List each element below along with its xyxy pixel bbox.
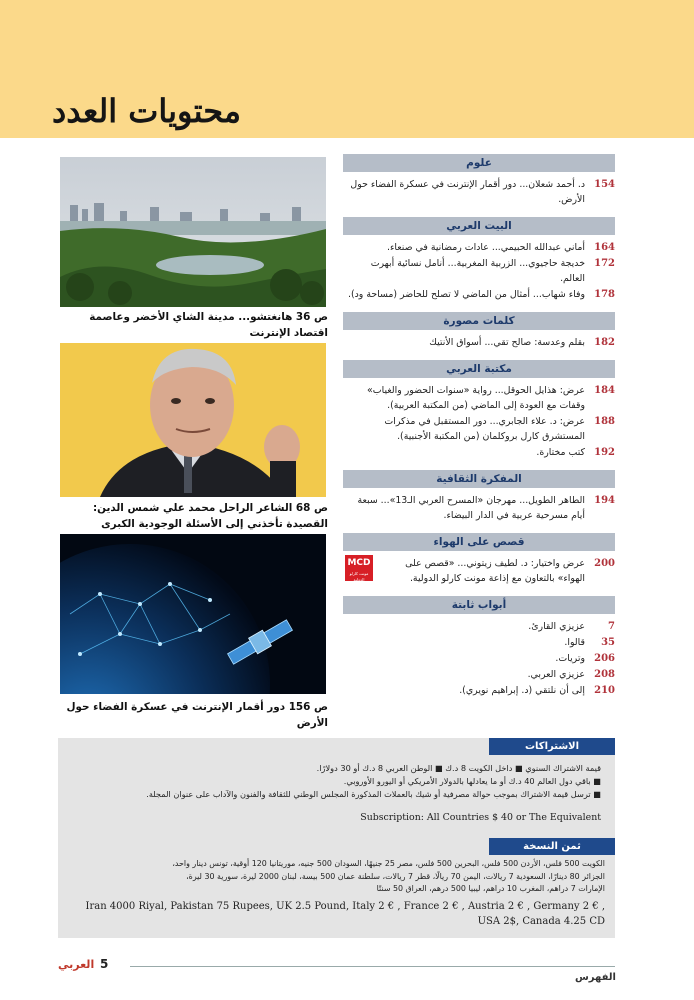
city-lake-landscape-icon bbox=[60, 157, 326, 307]
price-line: الإمارات 7 دراهم، المغرب 10 دراهم، ليبيا 500 درهم، العراق 50 سنتًا bbox=[376, 884, 605, 893]
section-arab-home bbox=[343, 235, 615, 306]
photo-poet[interactable] bbox=[60, 343, 326, 497]
toc-entry[interactable] bbox=[343, 635, 615, 650]
toc-entry[interactable] bbox=[343, 683, 615, 698]
toc-entry[interactable] bbox=[343, 493, 615, 523]
page-number: 164 bbox=[594, 242, 615, 253]
page-number: 182 bbox=[594, 337, 615, 348]
section-header-on-air-stories: قصص على الهواء bbox=[343, 533, 615, 551]
subscriptions-english: Subscription: All Countries $ 40 or The Equivalent bbox=[360, 812, 601, 823]
toc-entry[interactable] bbox=[343, 287, 615, 302]
subscriptions-text bbox=[71, 762, 601, 801]
page-number: 192 bbox=[594, 447, 615, 458]
section-library bbox=[343, 378, 615, 464]
section-cultural-notes bbox=[343, 488, 615, 527]
toc-entry[interactable] bbox=[343, 177, 615, 207]
section-sciences bbox=[343, 172, 615, 211]
price-english-line: Iran 4000 Riyal, Pakistan 75 Rupees, UK 2.5 Pound, Italy 2 € , France 2 € , Austria 2 € , Germany 2 € , bbox=[85, 901, 605, 912]
entry-text: بقلم وعدسة: صالح تقي... أسواق الأنتيك bbox=[429, 337, 585, 348]
page-number: 178 bbox=[594, 289, 615, 300]
entry-text: خديجة حاجيوي... الزربية المغربية... أنامل نسائية أبهرت العالم. bbox=[370, 258, 585, 284]
toc-entry[interactable] bbox=[343, 256, 615, 286]
page-number: 206 bbox=[594, 653, 615, 664]
toc-entry[interactable] bbox=[343, 556, 615, 586]
entry-text: إلى أن نلتقي (د. إبراهيم نويري). bbox=[459, 685, 585, 696]
subscriptions-line: قيمة الاشتراك السنوي ■ داخل الكويت 8 د.ك ■ الوطن العربي 8 د.ك أو 30 دولارًا. bbox=[316, 763, 601, 773]
entry-text: قالوا. bbox=[564, 637, 585, 648]
photo-satellite[interactable] bbox=[60, 534, 326, 694]
page-number: 35 bbox=[601, 637, 615, 648]
entry-text: أماني عبدالله الحبيمي... عادات رمضانية في صنعاء. bbox=[387, 242, 585, 253]
price-line: الجزائر 80 دينارًا، السعودية 7 ريالات، اليمن 70 ريالًا، قطر 7 ريالات، سلطنة عمان 500 بيسة، لبنان 2000 ليرة، سورية 30 ليرة، bbox=[186, 871, 605, 881]
footer-divider bbox=[130, 966, 615, 967]
section-on-air-stories bbox=[343, 551, 615, 590]
entry-text: كتب مختارة. bbox=[536, 447, 585, 458]
section-header-cultural-notes: المفكرة الثقافية bbox=[343, 470, 615, 488]
price-title: ثمن النسخة bbox=[489, 838, 615, 855]
contents-list bbox=[343, 154, 615, 702]
footer-section-label: الفهرس bbox=[574, 972, 616, 983]
page-number: 188 bbox=[594, 416, 615, 427]
mcd-logo-icon bbox=[345, 555, 373, 581]
subscriptions-box bbox=[58, 738, 615, 838]
subscriptions-title: الاشتراكات bbox=[489, 738, 615, 755]
satellite-earth-network-icon bbox=[60, 534, 326, 694]
entry-text: الطاهر الطويل... مهرجان «المسرح العربي الـ13»... سبعة أيام مسرحية عربية في الدار البيضاء. bbox=[357, 495, 585, 521]
entry-text: وتريات. bbox=[555, 653, 585, 664]
entry-text: عرض: د. علاء الجابري... دور المستقبل في مذكرات المستشرق كارل بروكلمان (من المكتبة الأجنبية). bbox=[384, 416, 585, 442]
toc-entry[interactable] bbox=[343, 651, 615, 666]
page-number: 208 bbox=[594, 669, 615, 680]
photo-hangzhou[interactable] bbox=[60, 157, 326, 307]
mcd-logo-text: MCD bbox=[347, 558, 371, 568]
poet-portrait-icon bbox=[60, 343, 326, 497]
page-number: 7 bbox=[608, 621, 615, 632]
magazine-logo: العربي bbox=[58, 958, 95, 971]
subscriptions-line: ■ باقي دول العالم 40 د.ك أو ما يعادلها بالدولار الأمريكي أو اليورو الأوروبي. bbox=[343, 776, 601, 786]
price-english-line: USA 2$, Canada 4.25 CD bbox=[477, 916, 605, 927]
toc-entry[interactable] bbox=[343, 619, 615, 634]
toc-entry[interactable] bbox=[343, 383, 615, 413]
toc-entry[interactable] bbox=[343, 335, 615, 350]
entry-text: عزيزي العربي. bbox=[527, 669, 585, 680]
entry-text: وفاء شهاب... أمثال من الماضي لا تصلح للحاضر (مساحة ود). bbox=[348, 289, 585, 300]
toc-entry[interactable] bbox=[343, 414, 615, 444]
page-title: محتويات العدد bbox=[52, 92, 242, 130]
section-header-fixed-pages: أبواب ثابتة bbox=[343, 596, 615, 614]
page-number: 210 bbox=[594, 685, 615, 696]
entry-text: عزيزي القارئ. bbox=[528, 621, 585, 632]
section-fixed-pages bbox=[343, 614, 615, 702]
entry-text: عرض واختيار: د. لطيف زيتوني... «قصص على الهواء» بالتعاون مع إذاعة مونت كارلو الدولية. bbox=[405, 558, 585, 584]
page-number: 194 bbox=[594, 495, 615, 506]
price-arabic bbox=[65, 858, 605, 896]
section-header-arab-home: البيت العربي bbox=[343, 217, 615, 235]
photo-caption-hangzhou: ص 36 هانغتشو... مدينة الشاي الأخضر وعاصمة اقتصاد الإنترنت bbox=[89, 311, 328, 339]
price-line: الكويت 500 فلس، الأردن 500 فلس، البحرين 500 فلس، مصر 25 جنيهًا، السودان 500 جنيه، موريتانيا 120 أوقية، تونس دينار واحد، bbox=[172, 859, 605, 868]
section-header-sciences: علوم bbox=[343, 154, 615, 172]
price-box bbox=[58, 838, 615, 938]
entry-text: د. أحمد شعلان... دور أقمار الإنترنت في عسكرة الفضاء حول الأرض. bbox=[350, 179, 585, 205]
toc-entry[interactable] bbox=[343, 445, 615, 460]
entry-text: عرض: هذايل الحوقل... رواية «سنوات الحضور والغياب» وقفات مع العودة إلى الماضي (من المكتبة العربية). bbox=[367, 385, 585, 411]
page-number: 184 bbox=[594, 385, 615, 396]
mcd-logo-subtext: مونت كارلو الدولية bbox=[349, 571, 369, 582]
section-header-library: مكتبة العربي bbox=[343, 360, 615, 378]
photo-caption-satellite: ص 156 دور أقمار الإنترنت في عسكرة الفضاء حول الأرض bbox=[66, 701, 328, 729]
page-number: 200 bbox=[594, 558, 615, 569]
section-header-photo-words: كلمات مصورة bbox=[343, 312, 615, 330]
subscriptions-line: ■ ترسل قيمة الاشتراك بموجب حوالة مصرفية أو شيك بالعملات المذكورة المجلس الوطني للثقافة والفنون والآداب على عنوان المجلة. bbox=[146, 789, 601, 799]
toc-entry[interactable] bbox=[343, 667, 615, 682]
page-number-footer: 5 bbox=[100, 957, 109, 971]
page-number: 172 bbox=[594, 258, 615, 269]
toc-entry[interactable] bbox=[343, 240, 615, 255]
photo-caption-poet: ص 68 الشاعر الراحل محمد علي شمس الدين: القصيدة تأخذني إلى الأسئلة الوجودية الكبرى bbox=[92, 502, 328, 530]
page-number: 154 bbox=[594, 179, 615, 190]
section-photo-words bbox=[343, 330, 615, 354]
